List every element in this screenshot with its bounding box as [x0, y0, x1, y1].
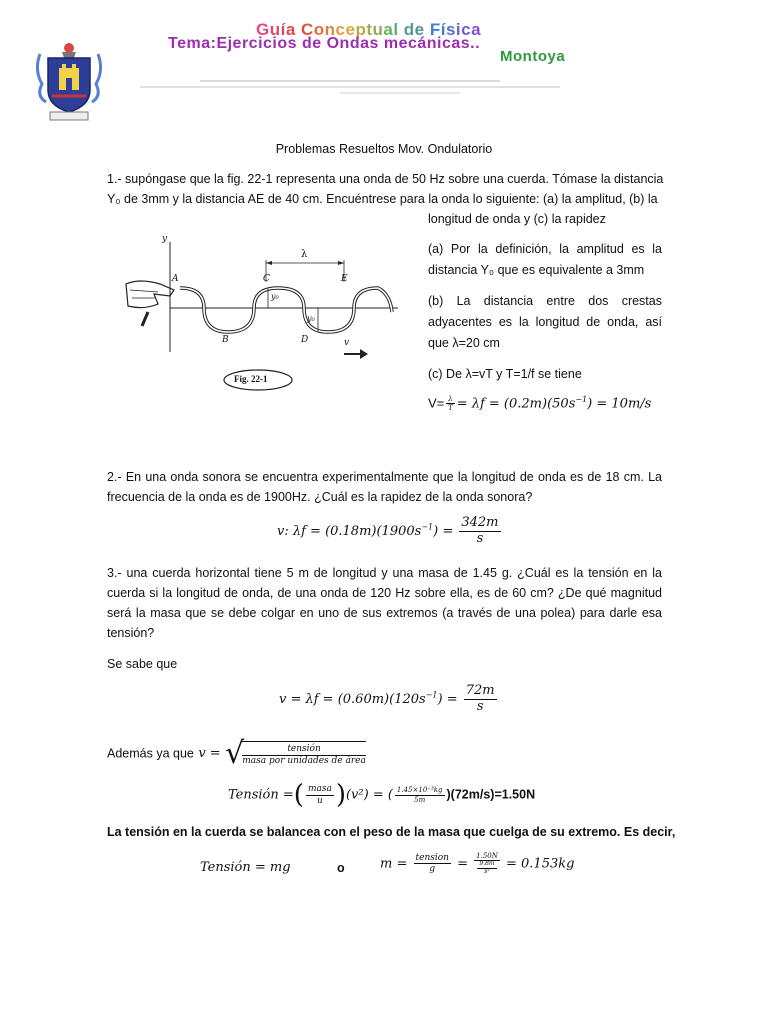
equation-tension-v2: (v²) = ( — [345, 787, 393, 803]
equation-mass-frac1 — [414, 853, 451, 875]
equation-speed-den: T — [448, 404, 453, 413]
equation-mass-frac2 — [474, 852, 500, 876]
equation-tension-fden: u — [316, 795, 323, 806]
equation-sound-lead: v: λf = (0.18m)(1900s — [277, 523, 422, 539]
sqrt-num: tensión — [242, 744, 366, 755]
equation-sound-den: s — [476, 530, 484, 546]
se-sabe-que: Se sabe que — [107, 657, 178, 671]
equation-wave-speed — [279, 684, 499, 715]
equation-mass-den2a: 9.8m — [479, 860, 495, 868]
equation-mass-end: = 0.153kg — [506, 856, 575, 872]
answer-a: (a) Por la definición, la amplitud es la distancia Y₀ que es equivalente a 3mm — [428, 242, 662, 277]
equation-speed — [428, 395, 651, 412]
equation-tension-gnum: 1.45×10⁻³kg — [396, 786, 443, 795]
equation-wave-exp: −1 — [425, 690, 438, 700]
figure-label-lambda: λ — [301, 249, 308, 260]
header-title-line1: Guía Conceptual de Física — [256, 20, 482, 39]
figure-label-D: D — [301, 335, 309, 345]
equation-sound-mid: ) = — [433, 523, 454, 539]
balance-text: La tensión en la cuerda se balancea con el peso de la masa que cuelga de su extremo. Es decir, — [107, 825, 676, 839]
equation-tension-gden: 5m — [414, 795, 426, 804]
figure-caption: Fig. 22-1 — [234, 374, 268, 384]
equation-mass-den2 — [474, 861, 500, 876]
answer-c: (c) De λ=vT y T=1/f se tiene — [428, 367, 582, 381]
problem-3: 3.- una cuerda horizontal tiene 5 m de longitud y una masa de 1.45 g. ¿Cuál es la tensión en la cuerda si la longitud de onda, de una onda de 120 Hz sobre ella, es de 60 cm? ¿De qué magnitud será la masa que se debe colgar en uno de sus extremos (a través de una polea) para darle esa tensión? — [107, 566, 662, 640]
sqrt-den: masa por unidades de área — [242, 755, 366, 766]
equation-sound-frac — [459, 516, 500, 547]
equation-mass-den2b: s² — [484, 867, 490, 875]
equation-mass-lead: m = — [380, 856, 408, 872]
header-title-line2: Tema:Ejercicios de Ondas mecánicas.. — [168, 35, 481, 52]
problem-1-line2: Y₀ de 3mm y la distancia AE de 40 cm. Encuéntrese para la onda lo siguiente: (a) la amplitud, (b) la — [107, 192, 658, 206]
equation-wave-frac — [464, 684, 497, 715]
equation-tension-lead: Tensión = — [228, 787, 294, 803]
equation-wave-num: 72m — [465, 683, 495, 698]
equation-sound-exp: −1 — [421, 522, 434, 532]
equation-mass-num2: 1.50N — [476, 852, 498, 860]
equation-tension-frac1 — [306, 784, 334, 806]
problem-1-line3: longitud de onda y (c) la rapidez — [428, 212, 606, 226]
equation-speed-frac — [446, 395, 454, 412]
figure-label-v: v — [344, 338, 350, 348]
problem-1-solution — [428, 239, 662, 384]
equation-sqrt-lead: v = — [198, 746, 221, 761]
equation-speed-num: λ — [448, 395, 453, 404]
equation-weight: Tensión = mg — [200, 860, 291, 875]
equation-sound-num: 342m — [461, 515, 499, 530]
figure-label-y0-top: y₀ — [271, 292, 279, 301]
equation-wave-mid: ) = — [437, 691, 458, 707]
figure-label-y: y — [162, 234, 168, 244]
figure-label-B: B — [222, 335, 229, 345]
equation-tension: Tensión =( $\frac{\text{masa}}{u}$ )(v²) = ( $\frac{\text{1.45×10⁻³kg}}{5m}$ )(72m/s)=1.50N — [228, 780, 536, 810]
equation-sound-speed — [277, 516, 503, 547]
equation-speed-end: ) = 10m/s — [587, 396, 652, 412]
document-title: Problemas Resueltos Mov. Ondulatorio — [275, 142, 493, 156]
equation-tension-fnum: masa — [307, 784, 332, 795]
problem-2: 2.- En una onda sonora se encuentra experimentalmente que la longitud de onda es de 18 cm. La frecuencia de la onda es de 1900Hz. ¿Cuál es la rapidez de la onda sonora? — [107, 470, 662, 504]
ademas-text: Además ya que — [107, 746, 194, 761]
equation-or: o — [337, 861, 345, 875]
sqrt-expression: √ $\frac{\text{tensión}}{\text{masa por unidades de área}}$ — [225, 736, 366, 771]
equation-tension-frac2 — [395, 786, 445, 803]
figure-label-y0-bottom: y₀ — [307, 314, 315, 323]
figure-label-C: C — [263, 274, 270, 284]
equation-speed-exp: −1 — [575, 395, 588, 404]
figure-label-E: E — [341, 274, 348, 284]
problem-1-line1: 1.- supóngase que la fig. 22-1 representa una onda de 50 Hz sobre una cuerda. Tómase la distancia — [107, 172, 664, 186]
wave-figure — [108, 232, 408, 400]
problem-1 — [107, 169, 662, 229]
equation-tension-end: )(72m/s)=1.50N — [446, 787, 536, 802]
equation-speed-rest: = λf = (0.2m)(50s — [456, 396, 576, 412]
header — [0, 0, 768, 125]
equation-mass: m = $\frac{\text{tension}}{g}$ = $\frac{1.50N}{\frac{9.8m}{\text{s²}}}$ = 0.153kg — [380, 852, 575, 875]
answer-b: (b) La distancia entre dos crestas adyacentes es la longitud de onda, así que λ=20 cm — [428, 294, 662, 350]
header-reflection — [140, 78, 560, 96]
school-crest-icon — [34, 40, 104, 122]
header-title-line3: Montoya — [500, 48, 566, 65]
equation-speed-lead: V= — [428, 395, 445, 411]
equation-mass-den1: g — [429, 864, 436, 875]
equation-wave-den: s — [476, 698, 484, 714]
equation-wave-lead: v = λf = (0.60m)(120s — [279, 691, 426, 707]
ademas-line — [107, 736, 368, 771]
sqrt-frac — [242, 741, 366, 766]
figure-label-A: A — [172, 274, 179, 284]
equation-mass-num1: tension — [415, 853, 449, 864]
